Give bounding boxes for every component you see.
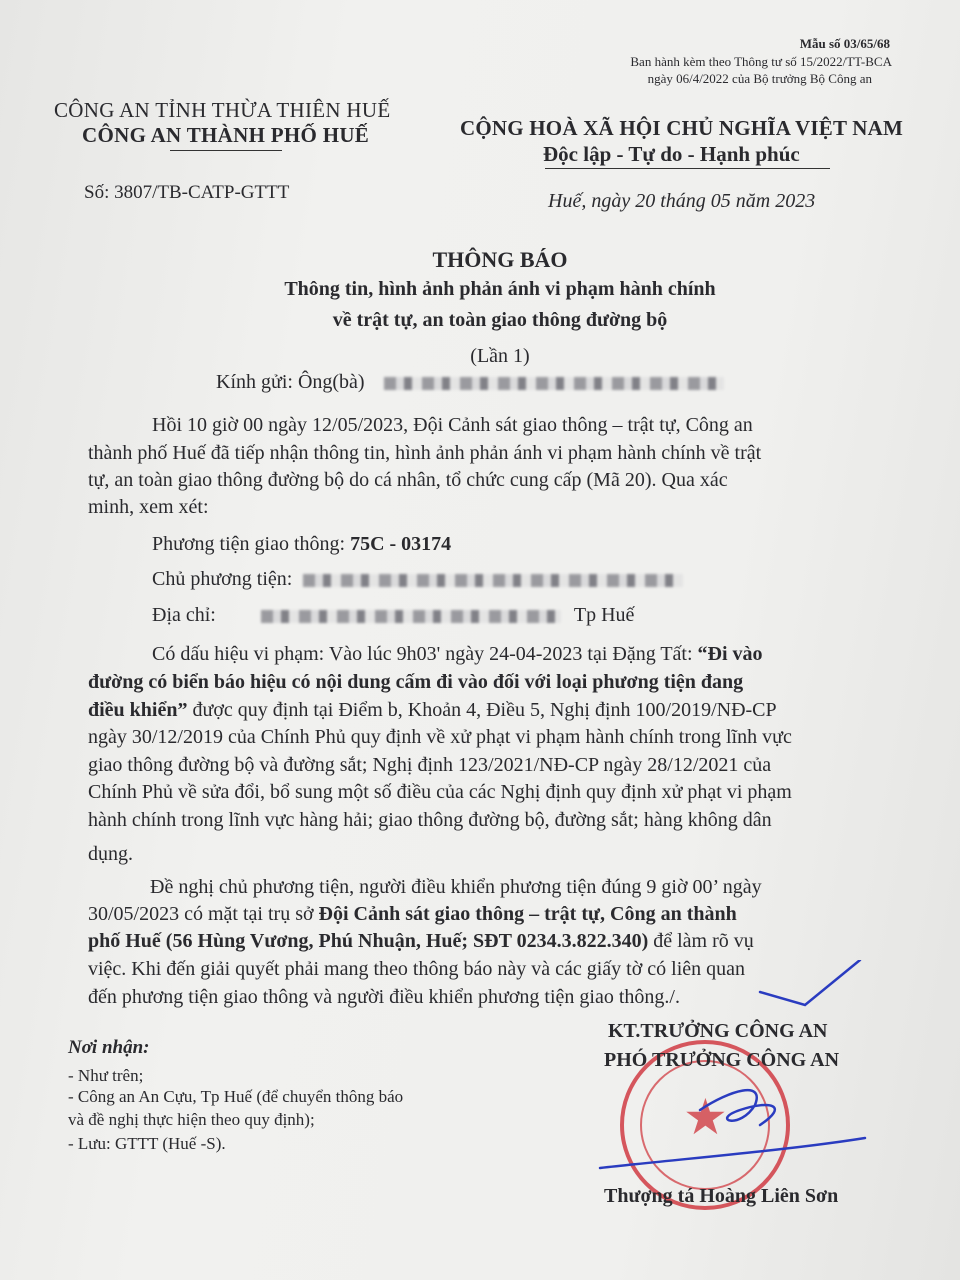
violation-quote-end: điều khiển” [88, 699, 188, 721]
vehicle-label: Phương tiện giao thông: [152, 533, 351, 555]
address-city: Tp Huế [573, 604, 635, 626]
document-subtitle-2: về trật tự, an toàn giao thông đường bộ [332, 309, 668, 331]
request-line-5: đến phương tiện giao thông và người điều khiển phương tiện giao thông./. [88, 986, 680, 1008]
request-office: Đội Cảnh sát giao thông – trật tự, Công an thành [318, 903, 737, 925]
request-line-3 [88, 930, 754, 953]
greeting-text: Kính gửi: Ông(bà) [216, 371, 365, 393]
violation-line-6: Chính Phủ về sửa đổi, bổ sung một số điều của các Nghị định quy định xử phạt vi phạm [88, 781, 792, 803]
paragraph-1-line-4: minh, xem xét: [88, 496, 209, 518]
recipient-item: - Công an An Cựu, Tp Huế (để chuyển thông báo [68, 1087, 404, 1106]
owner-line [152, 568, 683, 591]
violation-quote-start: “Đi vào [697, 643, 763, 665]
agency-name: CÔNG AN THÀNH PHỐ HUẾ [82, 123, 370, 147]
national-motto: Độc lập - Tự do - Hạnh phúc [543, 142, 800, 166]
paragraph-1-line-3: tự, an toàn giao thông đường bộ do cá nhân, tổ chức cung cấp (Mã 20). Qua xác [88, 469, 728, 491]
greeting [216, 371, 724, 394]
recipients-title: Nơi nhận: [68, 1037, 150, 1058]
request-line-4: việc. Khi đến giải quyết phải mang theo thông báo này và các giấy tờ có liên quan [88, 958, 746, 980]
violation-line-7: hành chính trong lĩnh vực hàng hải; giao thông đường bộ, đường sắt; hàng không dân [88, 809, 772, 831]
document-subtitle-1: Thông tin, hình ảnh phản ánh vi phạm hành chính [284, 278, 716, 300]
violation-line-8: dụng. [88, 843, 133, 865]
violation-line-4: ngày 30/12/2019 của Chính Phủ quy định về xử phạt vi phạm hành chính trong lĩnh vực [88, 726, 792, 748]
form-reference-line-1: Ban hành kèm theo Thông tư số 15/2022/TT-BCA [630, 54, 892, 69]
owner-label: Chủ phương tiện: [152, 568, 293, 590]
agency-parent: CÔNG AN TỈNH THỪA THIÊN HUẾ [54, 98, 391, 122]
vehicle-line [152, 533, 451, 556]
country-name: CỘNG HOÀ XÃ HỘI CHỦ NGHĨA VIỆT NAM [460, 116, 903, 140]
recipient-item: và đề nghị thực hiện theo quy định); [68, 1110, 315, 1129]
request-date: 30/05/2023 có mặt tại trụ sở [88, 903, 319, 925]
signer-name: Thượng tá Hoàng Liên Sơn [604, 1185, 839, 1207]
form-number: Mẫu số 03/65/68 [799, 36, 890, 51]
handwritten-signature [590, 960, 890, 1180]
violation-line-2: đường có biển báo hiệu có nội dung cấm đi vào đối với loại phương tiện đang [88, 671, 744, 693]
redacted-name [384, 377, 724, 390]
agency-underline [170, 150, 282, 151]
document-number: Số: 3807/TB-CATP-GTTT [84, 182, 290, 203]
violation-regulation: được quy định tại Điểm b, Khoản 4, Điều 5, Nghị định 100/2019/NĐ-CP [187, 699, 777, 721]
request-purpose: để làm rõ vụ [648, 930, 754, 952]
address-line [152, 604, 634, 627]
signature-title-2: PHÓ TRƯỞNG CÔNG AN [604, 1049, 840, 1071]
redacted-address [261, 610, 561, 623]
signature-title-1: KT.TRƯỞNG CÔNG AN [608, 1020, 828, 1042]
issue-date: Huế, ngày 20 tháng 05 năm 2023 [548, 190, 816, 212]
redacted-owner [303, 574, 683, 587]
recipient-item: - Như trên; [68, 1066, 144, 1085]
violation-line-1 [152, 643, 763, 666]
paragraph-1-line-1: Hồi 10 giờ 00 ngày 12/05/2023, Đội Cảnh sát giao thông – trật tự, Công an [152, 414, 753, 436]
recipient-item: - Lưu: GTTT (Huế -S). [68, 1134, 226, 1153]
form-reference-line-2: ngày 06/4/2022 của Bộ trưởng Bộ Công an [647, 71, 872, 86]
request-line-1: Đề nghị chủ phương tiện, người điều khiển phương tiện đúng 9 giờ 00’ ngày [150, 876, 762, 898]
paragraph-1-line-2: thành phố Huế đã tiếp nhận thông tin, hình ảnh phản ánh vi phạm hành chính về trật [88, 442, 762, 464]
request-office-address: phố Huế (56 Hùng Vương, Phú Nhuận, Huế; SĐT 0234.3.822.340) [88, 930, 649, 952]
address-label: Địa chỉ: [152, 604, 216, 626]
stamp-star-icon: ★ [683, 1089, 728, 1145]
violation-line-5: giao thông đường bộ và đường sắt; Nghị định 123/2021/NĐ-CP ngày 28/12/2021 của [88, 754, 772, 776]
motto-underline [545, 168, 830, 169]
notice-count: (Lần 1) [470, 345, 530, 367]
request-line-2 [88, 903, 737, 926]
violation-line-3 [88, 699, 777, 722]
document-title: THÔNG BÁO [432, 247, 568, 272]
vehicle-plate: 75C - 03174 [350, 533, 452, 555]
violation-intro: Có dấu hiệu vi phạm: Vào lúc 9h03' ngày 24-04-2023 tại Đặng Tất: [152, 643, 698, 665]
